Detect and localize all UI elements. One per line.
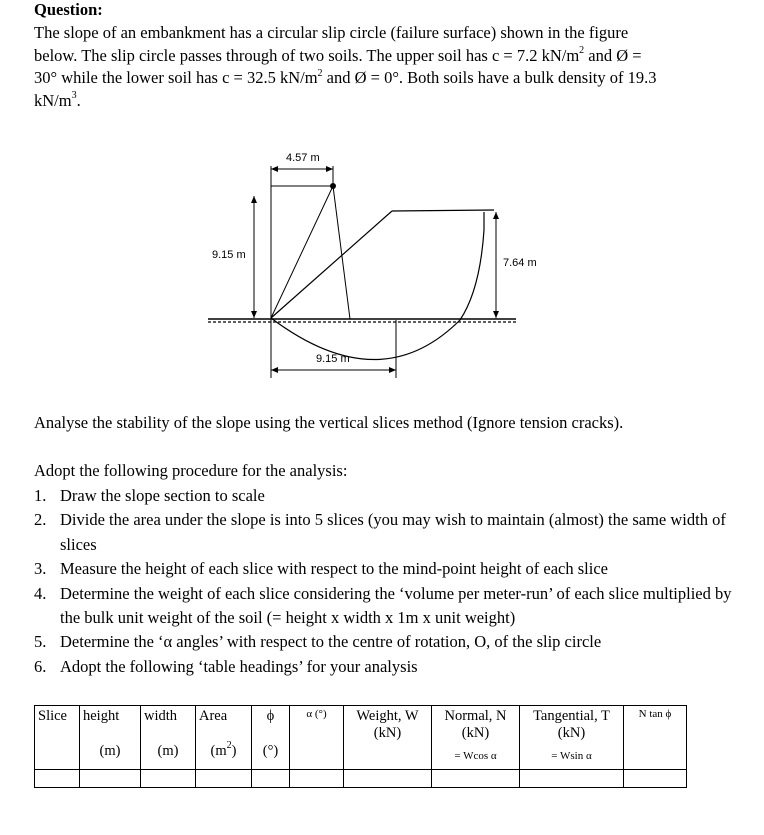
question-line-4: $kN/m^3$. [34,90,81,110]
slope-face-line [271,211,392,318]
dim-bottom-label: 9.15 m [316,353,350,365]
dim-right-label: 7.64 m [503,257,537,269]
slope-figure [0,0,764,400]
col-phi: ϕ (°) [252,706,290,770]
table-row [35,770,687,788]
question-title: Question: [34,0,103,19]
col-alpha: α (°) [290,706,344,770]
step-6: 6. Adopt the following ‘table headings’ for your analysis [34,656,418,676]
step-4: 4. Determine the weight of each slice considering the ‘volume per meter-run’ of each slice multiplied by the bulk unit weight of the soil (= height x width x 1m x unit weight) [34,583,732,628]
analysis-table [34,705,687,788]
step-3: 3. Measure the height of each slice with respect to the mind-point height of each slice [34,559,608,579]
dim-top-label: 4.57 m [286,152,320,164]
col-width: width (m) [141,706,196,770]
dim-left-label: 9.15 m [212,249,246,261]
col-height: height (m) [80,706,141,770]
step-1: 1. Draw the slope section to scale [34,486,265,505]
col-normal: Normal, N (kN) = Wcos α [432,706,520,770]
col-ntanphi: N tan ϕ [624,706,687,770]
col-area: Area $(m^2)$ [196,706,252,770]
question-line-2: below. The slip circle passes through of two soils. The upper soil has c = 7.2 $kN/m^2$ and Ø = [34,45,642,65]
col-weight: Weight, W (kN) [344,706,432,770]
col-tangential: Tangential, T (kN) = Wsin α [520,706,624,770]
col-slice: Slice [35,706,80,770]
procedure-steps [34,484,734,679]
question-line-1: The slope of an embankment has a circular slip circle (failure surface) shown in the figure [34,23,629,42]
radius-line-left [271,186,333,318]
step-2: 2. Divide the area under the slope is into 5 slices (you may wish to maintain (almost) the same width of slices [34,510,726,554]
question-line-3: 30° while the lower soil has c = 32.5 $kN/m^2$ and Ø = 0°. Both soils have a bulk density of 19.3 [34,67,657,88]
slip-circle-arc [271,212,484,360]
analyse-instruction: Analyse the stability of the slope using the vertical slices method (Ignore tension cracks). [34,413,624,432]
table-header-row [35,706,687,770]
embankment-crest-line [392,210,494,211]
step-5: 5. Determine the ‘α angles’ with respect to the centre of rotation, O, of the slip circle [34,632,602,652]
procedure-intro: Adopt the following procedure for the analysis: [34,461,348,480]
radius-line-bottom [333,186,350,319]
